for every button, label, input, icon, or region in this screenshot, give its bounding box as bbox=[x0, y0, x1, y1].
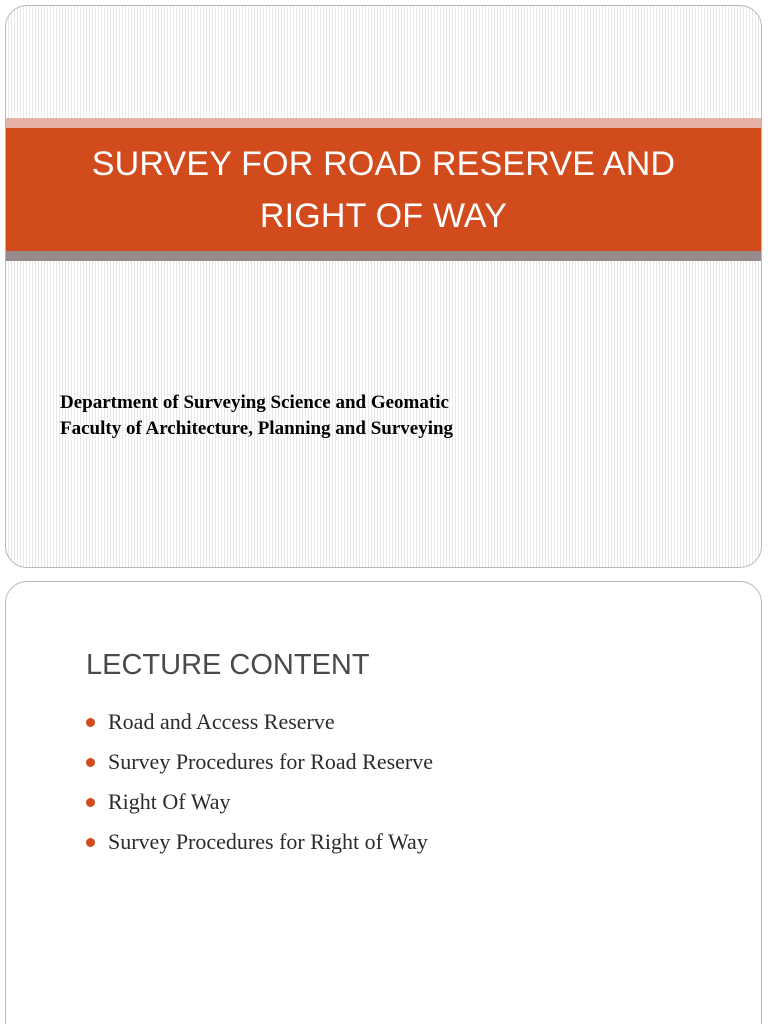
slide-subtitle bbox=[60, 390, 453, 442]
list-item-text: Survey Procedures for Road Reserve bbox=[108, 749, 434, 774]
list-item bbox=[86, 822, 433, 862]
bullet-icon bbox=[86, 838, 95, 847]
content-slide bbox=[5, 581, 762, 1024]
lecture-content-list bbox=[86, 702, 433, 862]
section-heading: LECTURE CONTENT bbox=[86, 649, 370, 681]
list-item-text: Survey Procedures for Right of Way bbox=[108, 829, 428, 854]
list-item bbox=[86, 782, 433, 822]
title-band bbox=[6, 128, 761, 251]
list-item-text: Right Of Way bbox=[108, 789, 231, 814]
title-top-stripe bbox=[6, 118, 761, 128]
title-slide bbox=[5, 5, 762, 568]
department-name: Department of Surveying Science and Geomatic bbox=[60, 392, 449, 413]
list-item bbox=[86, 742, 433, 782]
bullet-icon bbox=[86, 798, 95, 807]
bullet-icon bbox=[86, 758, 95, 767]
slide-title: SURVEY FOR ROAD RESERVE AND RIGHT OF WAY bbox=[91, 144, 676, 235]
list-item bbox=[86, 702, 433, 742]
list-item-text: Road and Access Reserve bbox=[108, 709, 335, 734]
bullet-icon bbox=[86, 718, 95, 727]
faculty-name: Faculty of Architecture, Planning and Surveying bbox=[60, 418, 454, 439]
title-bottom-stripe bbox=[6, 251, 761, 261]
